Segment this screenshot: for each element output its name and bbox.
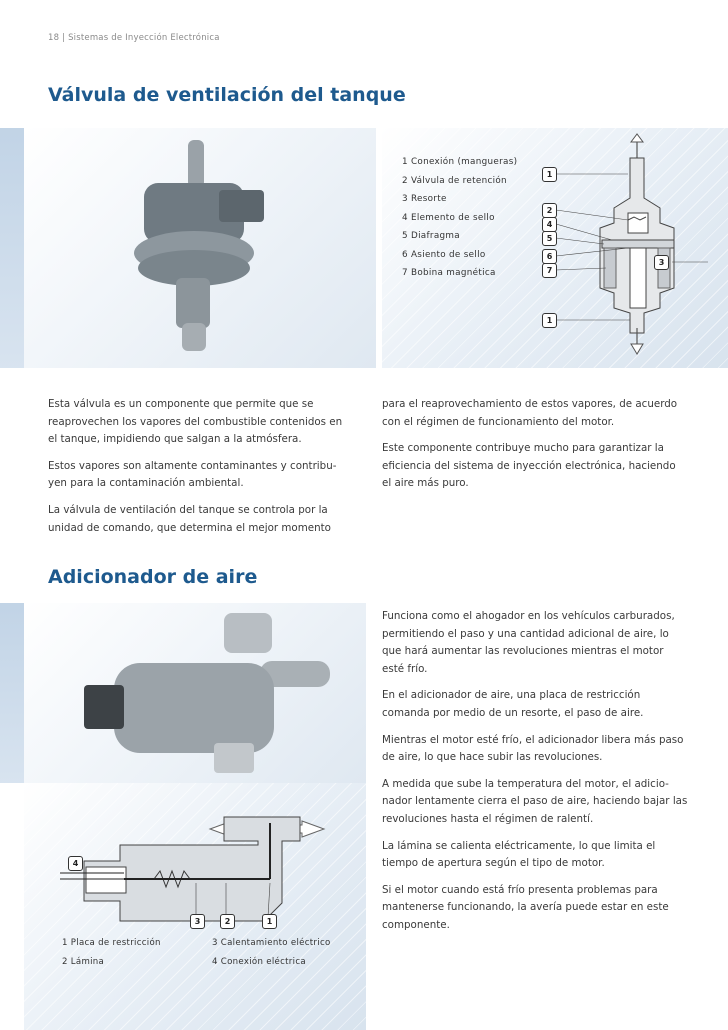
- air-adder-text: [382, 608, 688, 944]
- badge-3: 3: [654, 255, 669, 270]
- valve-text-left: [48, 396, 348, 546]
- legend-item: 3 Resorte: [402, 194, 447, 204]
- paragraph: Esta válvula es un componente que permite que se reaprovechen los vapores del combustible contenidos en el tanque, impidiendo que salgan a la atmósfera.: [48, 398, 343, 446]
- paragraph: para el reaprovechamiento de estos vapores, de acuerdo con el régimen de funcionamiento del motor.: [382, 398, 678, 428]
- badge-2: 2: [542, 203, 557, 218]
- badge-4: 4: [542, 217, 557, 232]
- paragraph: Funciona como el ahogador en los vehículos carburados, permitiendo el paso y una cantidad adicional de aire, lo que hará aumentar las revoluciones mientras el motor esté frío.: [382, 610, 675, 675]
- paragraph: Este componente contribuye mucho para garantizar la eficiencia del sistema de inyección electrónica, haciendo el aire más puro.: [382, 442, 676, 490]
- paragraph: En el adicionador de aire, una placa de restricción comanda por medio de un resorte, el paso de aire.: [382, 689, 644, 719]
- valve-figure-panel: [0, 128, 728, 368]
- legend-item: 3 Calentamiento eléctrico: [212, 938, 331, 948]
- legend-item: 7 Bobina magnética: [402, 268, 496, 278]
- badge-7: 7: [542, 263, 557, 278]
- air-adder-photo-area: [24, 603, 366, 783]
- legend-item: 1 Placa de restricción: [62, 938, 161, 948]
- badge-1: 1: [542, 167, 557, 182]
- air-adder-diagram-area: [24, 783, 366, 1030]
- legend-item: 1 Conexión (mangueras): [402, 157, 518, 167]
- legend-item: 4 Elemento de sello: [402, 212, 495, 223]
- legend-item: 6 Asiento de sello: [402, 249, 486, 260]
- valve-legend: [402, 153, 517, 283]
- badge-1-bottom: 1: [542, 313, 557, 328]
- legend-item: 2 Lámina: [62, 957, 105, 967]
- valve-cross-section: [532, 128, 728, 368]
- page-header: 18 | Sistemas de Inyección Electrónica: [48, 33, 220, 43]
- badge-2: 2: [220, 914, 235, 929]
- valve-diagram-area: [382, 128, 728, 368]
- side-strip: [0, 128, 24, 368]
- valve-photo: [24, 128, 376, 368]
- paragraph: Mientras el motor esté frío, el adicionador libera más paso de aire, lo que hace subir las revoluciones.: [382, 733, 684, 764]
- section-title-valvula: Válvula de ventilación del tanque: [48, 84, 406, 106]
- badge-3: 3: [190, 914, 205, 929]
- badge-1: 1: [262, 914, 277, 929]
- paragraph: Si el motor cuando está frío presenta problemas para mantenerse funcionando, la avería puede estar en este componente.: [382, 883, 669, 931]
- badge-6: 6: [542, 249, 557, 264]
- paragraph: La lámina se calienta eléctricamente, lo que limita el tiempo de apertura según el tipo de motor.: [382, 839, 656, 870]
- legend-item: 5 Diafragma: [402, 231, 460, 241]
- badge-4: 4: [68, 856, 83, 871]
- air-adder-figure-panel: [0, 603, 366, 1030]
- section-title-adicionador: Adicionador de aire: [48, 566, 258, 588]
- paragraph: A medida que sube la temperatura del motor, el adicio-nador lentamente cierra el paso de aire, haciendo bajar las revoluciones hasta el régimen de ralentí.: [382, 777, 688, 825]
- side-strip: [0, 603, 24, 783]
- badge-5: 5: [542, 231, 557, 246]
- legend-item: 4 Conexión eléctrica: [212, 957, 306, 967]
- paragraph: Estos vapores son altamente contaminantes y contribu-yen para la contaminación ambiental.: [48, 459, 337, 490]
- legend-item: 2 Válvula de retención: [402, 175, 507, 186]
- valve-photo-area: [24, 128, 376, 368]
- valve-text-right: [382, 396, 688, 502]
- air-adder-photo: [24, 603, 366, 783]
- paragraph: La válvula de ventilación del tanque se controla por la unidad de comando, que determina el mejor momento: [48, 503, 331, 534]
